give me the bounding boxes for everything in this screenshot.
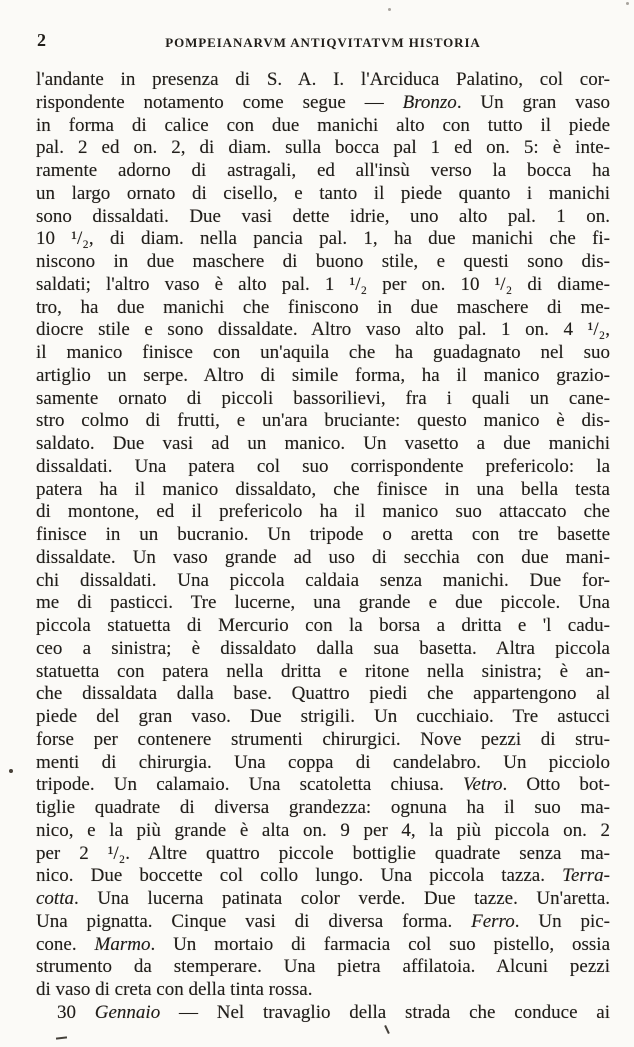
text-line xyxy=(36,297,610,320)
text-line xyxy=(36,570,610,593)
text-line xyxy=(36,797,610,820)
text-line xyxy=(36,410,610,433)
text-segment: me di pasticci. Tre lucerne, una grande e due piccole. Una xyxy=(36,592,610,614)
text-line xyxy=(36,251,610,274)
text-segment: niscono in due maschere di buono stile, e questi sono dis- xyxy=(36,251,610,272)
text-segment: tiglie quadrate di diversa grandezza: ognuna ha il suo ma- xyxy=(36,797,610,818)
italic-text-segment: Bronzo xyxy=(402,91,457,113)
text-line xyxy=(36,274,610,297)
text-line xyxy=(36,638,610,661)
text-segment: per 2 ¹/₂. Altre quattro piccole bottiglie quadrate senza ma- xyxy=(36,842,610,864)
text-segment: dissaldati. Una patera col suo corrispondente prefericolo: la xyxy=(36,455,610,477)
text-block xyxy=(36,69,610,1025)
text-segment: . Un gran vaso xyxy=(456,91,610,113)
text-line xyxy=(36,456,610,479)
text-line xyxy=(36,615,610,638)
text-line xyxy=(36,774,610,797)
scan-mark-backslash xyxy=(384,1025,390,1034)
text-segment: di montone, ed il prefericolo ha il manico suo attaccato che xyxy=(36,501,610,523)
italic-text-segment: Ferro xyxy=(471,910,515,932)
text-line xyxy=(36,69,610,92)
text-line xyxy=(36,183,610,206)
scan-mark-dash xyxy=(56,1036,67,1039)
text-segment: . Otto bot- xyxy=(502,774,610,796)
text-line xyxy=(36,501,610,524)
text-segment: forse per contenere strumenti chirurgici. Nove pezzi di stru- xyxy=(36,728,610,750)
text-segment: Una pignatta. Cinque vasi di diversa forma. xyxy=(36,910,472,932)
scan-speck xyxy=(626,2,629,5)
italic-text-segment: cotta xyxy=(36,888,74,909)
text-segment: . Una lucerna patinata color verde. Due tazze. Un'aretta. xyxy=(74,888,610,909)
page-number: 2 xyxy=(37,30,46,50)
scan-speck xyxy=(9,769,13,773)
text-segment: chi dissaldati. Una piccola caldaia senza manichi. Due for- xyxy=(36,569,610,591)
text-segment: saldato. Due vasi ad un manico. Un vasetto a due manichi xyxy=(36,433,610,454)
text-segment: piede del gran vaso. Due strigili. Un cucchiaio. Tre astucci xyxy=(36,706,610,727)
text-line xyxy=(36,228,610,251)
text-line xyxy=(36,934,610,957)
text-segment: che dissaldata dalla base. Quattro piedi che appartengono al xyxy=(36,683,610,705)
italic-text-segment: Marmo xyxy=(94,933,151,955)
text-line xyxy=(36,365,610,388)
text-segment: diocre stile e sono dissaldate. Altro vaso alto pal. 1 on. 4 ¹/₂, xyxy=(36,319,610,341)
text-line xyxy=(36,706,610,729)
text-segment: rispondente notamento come segue — xyxy=(36,91,403,113)
text-line xyxy=(36,661,610,684)
text-line xyxy=(36,388,610,411)
text-segment: strumento da stemperare. Una pietra affilatoia. Alcuni pezzi xyxy=(36,956,610,978)
text-segment: 10 ¹/₂, di diam. nella pancia pal. 1, ha due manichi che fi- xyxy=(36,228,610,250)
text-line xyxy=(36,206,610,229)
text-segment: piccola statuetta di Mercurio con la borsa a dritta e 'l cadu- xyxy=(36,615,610,636)
text-line xyxy=(36,115,610,138)
text-segment: il manico finisce con un'aquila che ha guadagnato nel suo xyxy=(36,342,610,363)
text-line xyxy=(36,319,610,342)
text-segment: ramente adorno di astragali, ed all'insù verso la bocca ha xyxy=(36,160,610,181)
text-segment: patera ha il manico dissaldato, che finisce in una bella testa xyxy=(36,478,610,500)
text-segment: nico. Due boccette col collo lungo. Una piccola tazza. xyxy=(36,865,563,887)
text-line xyxy=(36,433,610,456)
text-line xyxy=(36,843,610,866)
text-segment: statuetta con patera nella dritta e ritone nella sinistra; è an- xyxy=(36,660,610,682)
text-line xyxy=(36,888,610,911)
running-header: POMPEIANARVM ANTIQVITATVM HISTORIA xyxy=(165,35,481,50)
text-segment: tripode. Un calamaio. Una scatoletta chiusa. xyxy=(36,774,464,796)
text-segment: finisce in un bucranio. Un tripode o aretta con tre basette xyxy=(36,524,610,545)
text-line xyxy=(36,865,610,888)
text-line xyxy=(36,729,610,752)
text-segment: menti di chirurgia. Una coppa di candelabro. Un picciolo xyxy=(36,751,610,773)
italic-text-segment: Gennaio xyxy=(94,1001,161,1023)
text-line xyxy=(36,683,610,706)
text-line xyxy=(36,479,610,502)
text-line xyxy=(36,752,610,775)
text-segment: samente ornato di piccoli bassorilievi, fra i quali un cane- xyxy=(36,387,610,409)
text-line xyxy=(36,911,610,934)
text-segment: artiglio un serpe. Altro di simile forma, ha il manico grazio- xyxy=(36,364,610,386)
text-segment: cone. xyxy=(36,933,95,955)
text-segment: stro colmo di frutti, e un'ara bruciante: questo manico è dis- xyxy=(36,410,610,432)
text-segment: sono dissaldati. Due vasi dette idrie, uno alto pal. 1 on. xyxy=(36,205,610,227)
text-segment: un largo ornato di cisello, e tanto il piede quanto i manichi xyxy=(36,182,610,204)
text-segment: in forma di calice con due manichi alto con tutto il piede xyxy=(36,114,610,136)
text-line xyxy=(36,592,610,615)
text-segment: dissaldate. Un vaso grande ad uso di secchia con due mani- xyxy=(36,546,610,568)
italic-text-segment: Vetro xyxy=(463,774,503,796)
text-line xyxy=(36,547,610,570)
text-line xyxy=(36,820,610,843)
text-segment: 30 xyxy=(57,1001,95,1023)
text-segment: ceo a sinistra; è dissaldato dalla sua basetta. Altra piccola xyxy=(36,637,610,659)
text-segment: nico, e la più grande è alta on. 9 per 4, la più piccola on. 2 xyxy=(36,819,610,841)
text-segment: . Un mortaio di farmacia col suo pistello, ossia xyxy=(150,933,610,955)
text-segment: — Nel travaglio della strada che conduce ai xyxy=(160,1001,610,1023)
text-line xyxy=(36,92,610,115)
text-line xyxy=(36,979,610,1002)
text-line xyxy=(36,342,610,365)
text-line xyxy=(36,137,610,160)
text-line xyxy=(36,1002,610,1025)
text-line xyxy=(36,160,610,183)
text-segment: . Un pic- xyxy=(514,910,610,932)
italic-text-segment: Terra- xyxy=(562,865,610,887)
text-segment: saldati; l'altro vaso è alto pal. 1 ¹/₂ per on. 10 ¹/₂ di diame- xyxy=(36,273,610,295)
text-segment: di vaso di creta con della tinta rossa. xyxy=(36,979,313,1000)
text-line xyxy=(36,956,610,979)
text-segment: pal. 2 ed on. 2, di diam. sulla bocca pal 1 ed on. 5: è inte- xyxy=(36,137,610,159)
scan-speck xyxy=(388,8,391,11)
text-segment: l'andante in presenza di S. A. I. l'Arciduca Palatino, col cor- xyxy=(36,69,610,90)
text-segment: tro, ha due manichi che finiscono in due maschere di me- xyxy=(36,296,610,318)
text-line xyxy=(36,524,610,547)
